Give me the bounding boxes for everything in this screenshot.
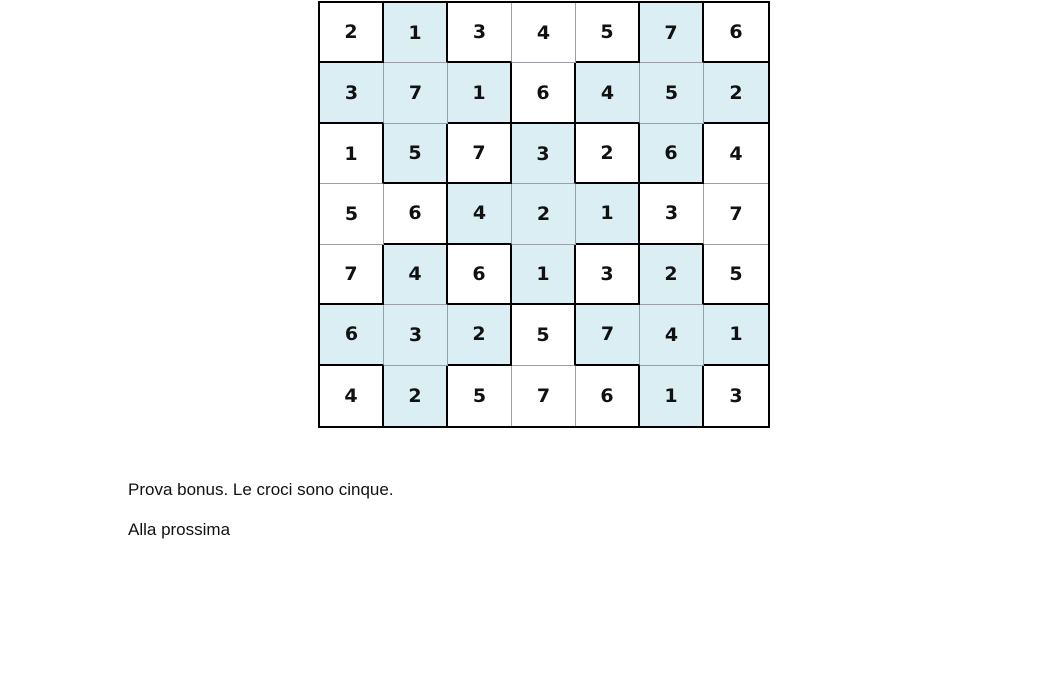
grid-cell-r7-c4: 7 <box>512 366 576 426</box>
bonus-text: Prova bonus. Le croci sono cinque. <box>128 480 394 499</box>
grid-cell-r3-c3: 7 <box>448 124 512 184</box>
grid-cell-r7-c7: 3 <box>729 384 743 407</box>
grid-cell-r6-c6: 4 <box>640 305 704 365</box>
grid-cell-r7-c1: 4 <box>320 366 384 426</box>
grid-cell-r2-c6: 5 <box>640 63 704 123</box>
grid-cell-r4-c5: 1 <box>576 184 640 244</box>
grid-cell-r6-c2: 3 <box>384 305 448 365</box>
closing-text: Alla prossima <box>128 520 231 539</box>
grid-cell-r2-c1: 3 <box>320 63 384 123</box>
grid-cell-r7-c2: 2 <box>384 366 448 426</box>
grid-cell-r6-c5: 7 <box>576 305 640 365</box>
grid-cell-r7-c3: 5 <box>448 366 512 426</box>
grid-cell-r6-c1: 6 <box>320 305 384 365</box>
grid-cell-r1-c1: 2 <box>320 3 384 63</box>
grid-cell-r5-c4: 1 <box>512 245 576 305</box>
grid-cell-r4-c3: 4 <box>448 184 512 244</box>
grid-cell-r5-c6: 2 <box>640 245 704 305</box>
grid-cell-r3-c1: 1 <box>320 124 384 184</box>
grid-cell-r4-c2: 6 <box>384 184 448 244</box>
grid-cell-r4-c1: 5 <box>320 184 384 244</box>
grid-cell-r2-c2: 7 <box>384 63 448 123</box>
grid-cell-r3-c6: 6 <box>640 124 704 184</box>
grid-cell-r4-c7: 7 <box>704 184 768 244</box>
grid-cell-r1-c4: 4 <box>512 3 576 63</box>
grid-cell-r6-c3: 2 <box>448 305 512 365</box>
grid-cell-r3-c4: 3 <box>512 124 576 184</box>
grid-cell-r2-c3: 1 <box>448 63 512 123</box>
grid-cell-r3-c5: 2 <box>576 124 640 184</box>
grid-cell-r1-c6: 7 <box>640 3 704 63</box>
grid-cell-r2-c5: 4 <box>576 63 640 123</box>
grid-cell-r1-c2: 1 <box>384 3 448 63</box>
grid-cell-r7-c5: 6 <box>576 366 640 426</box>
grid-cell-r1-c7: 6 <box>704 3 768 63</box>
grid-cell-r6-c7: 1 <box>704 305 768 365</box>
grid-cell-r2-c4: 6 <box>512 63 576 123</box>
grid-cell-r5-c3: 6 <box>448 245 512 305</box>
grid-cell-r7-c6: 1 <box>640 366 704 426</box>
grid-cell-r5-c1: 7 <box>320 245 384 305</box>
grid-cell-r5-c7: 5 <box>704 245 768 305</box>
grid-cell-r5-c2: 4 <box>384 245 448 305</box>
grid-cell-r4-c4: 2 <box>512 184 576 244</box>
grid-cell-r6-c4: 5 <box>512 305 576 365</box>
grid-cell-r2-c7: 2 <box>704 63 768 123</box>
grid-cell-r3-c7: 4 <box>704 124 768 184</box>
grid-cell-r5-c5: 3 <box>576 245 640 305</box>
grid-cell-r1-c3: 3 <box>448 3 512 63</box>
number-grid <box>318 1 770 428</box>
grid-cell-r4-c6: 3 <box>640 184 704 244</box>
grid-cell-r3-c2: 5 <box>384 124 448 184</box>
grid-cell-r1-c5: 5 <box>576 3 640 63</box>
